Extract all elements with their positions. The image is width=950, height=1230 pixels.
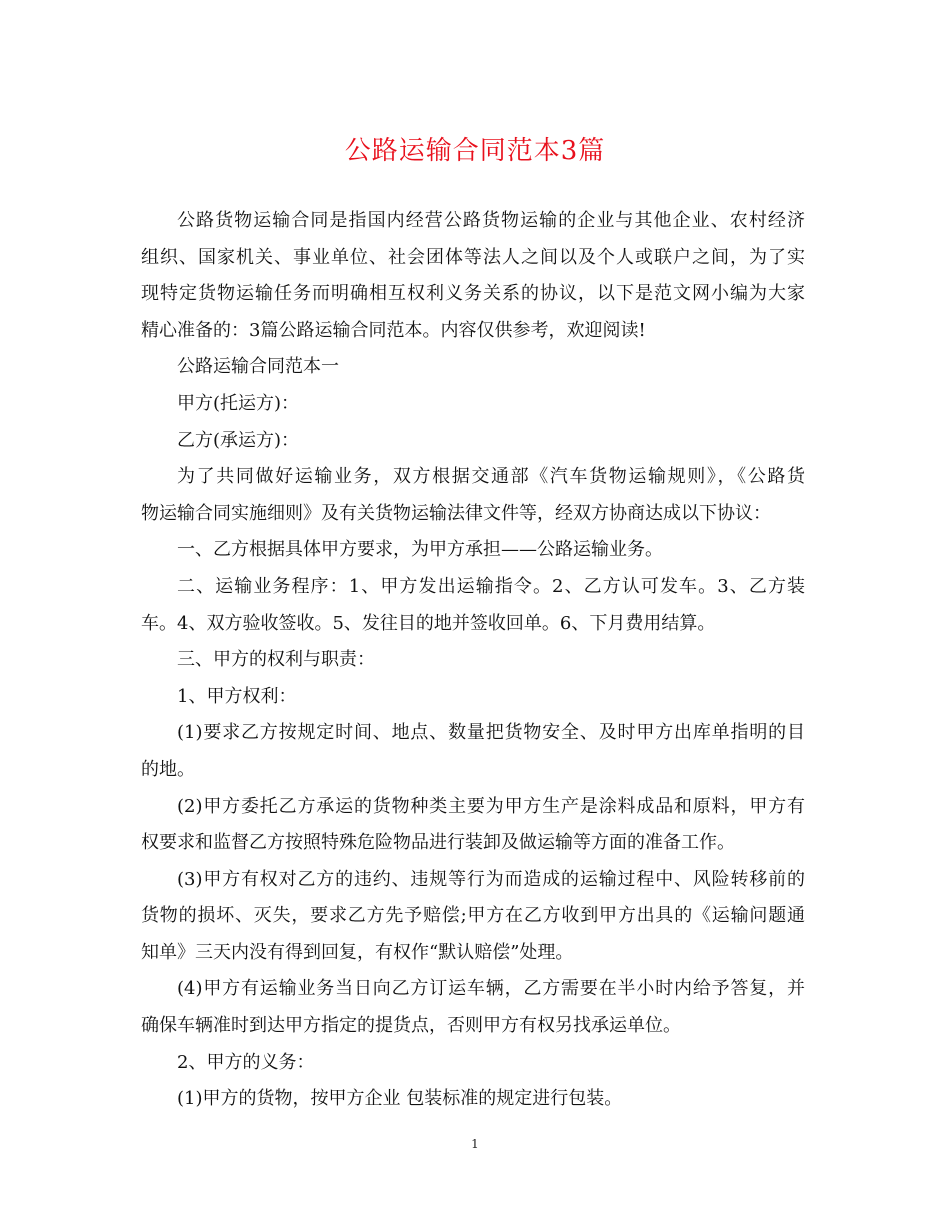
text-line: (2)甲方委托乙方承运的货物种类主要为甲方生产是涂料成品和原料，甲方有 <box>177 795 805 817</box>
text-line: 三、甲方的权利与职责： <box>177 649 375 671</box>
text-line: 公路运输合同范本一 <box>177 356 339 378</box>
text-line: 确保车辆准时到达甲方指定的提货点，否则甲方有权另找承运单位。 <box>141 1015 681 1037</box>
text-line: 权要求和监督乙方按照特殊危险物品进行装卸及做运输等方面的准备工作。 <box>141 832 735 854</box>
document-title: 公路运输合同范本3篇 <box>344 136 606 166</box>
document-body <box>141 203 805 1118</box>
text-line: 物运输合同实施细则》及有关货物运输法律文件等，经双方协商达成以下协议： <box>141 502 771 524</box>
text-line: (3)甲方有权对乙方的违约、违规等行为而造成的运输过程中、风险转移前的 <box>177 868 805 890</box>
text-line: (1)要求乙方按规定时间、地点、数量把货物安全、及时甲方出库单指明的目 <box>177 722 805 744</box>
text-line: 乙方(承运方)： <box>177 429 300 451</box>
text-line: (1)甲方的货物，按甲方企业 包装标准的规定进行包装。 <box>177 1088 623 1110</box>
text-line: 组织、国家机关、事业单位、社会团体等法人之间以及个人或联户之间，为了实 <box>141 246 805 268</box>
text-line: 车。4、双方验收签收。5、发往目的地并签收回单。6、下月费用结算。 <box>141 612 716 634</box>
text-line: 精心准备的：3篇公路运输合同范本。内容仅供参考，欢迎阅读! <box>141 319 646 341</box>
text-line: 2、甲方的义务： <box>177 1051 315 1073</box>
text-line: 的地。 <box>141 758 195 780</box>
text-line: 一、乙方根据具体甲方要求，为甲方承担——公路运输业务。 <box>177 539 663 561</box>
text-line: 二、运输业务程序：1、甲方发出运输指令。2、乙方认可发车。3、乙方装 <box>177 575 805 597</box>
text-line: 为了共同做好运输业务，双方根据交通部《汽车货物运输规则》，《公路货 <box>177 466 805 488</box>
text-line: 1、甲方权利： <box>177 685 297 707</box>
text-line: 货物的损坏、灭失，要求乙方先予赔偿;甲方在乙方收到甲方出具的《运输问题通 <box>141 905 805 927</box>
text-line: 知单》三天内没有得到回复，有权作“默认赔偿”处理。 <box>141 941 574 963</box>
page-number: 1 <box>471 1137 479 1151</box>
text-line: 甲方(托运方)： <box>177 392 300 414</box>
text-line: 公路货物运输合同是指国内经营公路货物运输的企业与其他企业、农村经济 <box>177 210 805 231</box>
text-line: 现特定货物运输任务而明确相互权利义务关系的协议，以下是范文网小编为大家 <box>141 283 805 305</box>
text-line: (4)甲方有运输业务当日向乙方订运车辆，乙方需要在半小时内给予答复，并 <box>177 978 805 1000</box>
